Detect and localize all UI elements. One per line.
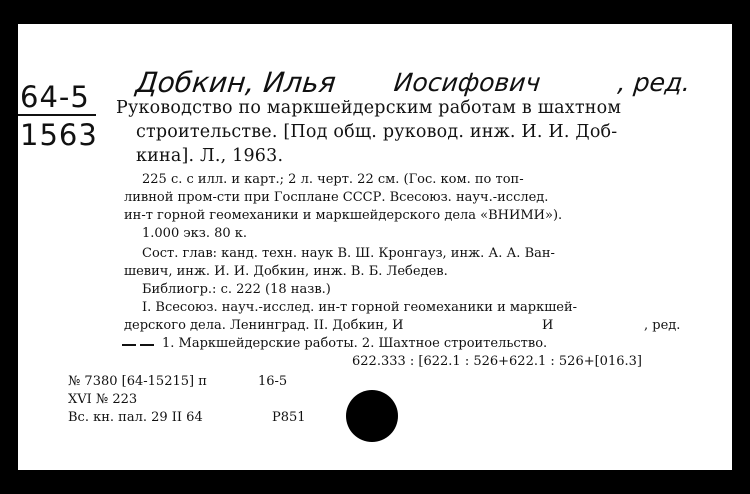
compilers-line-2: шевич, инж. И. И. Добкин, инж. В. Б. Лебедев. <box>124 264 448 279</box>
footer-roman: XVI № 223 <box>68 392 138 407</box>
author-role: , ред. <box>616 68 692 97</box>
description-line-2: ливной пром-сти при Госплане СССР. Всесоюз. науч.-исслед. <box>124 190 549 205</box>
bibliography-note: Библиогр.: с. 222 (18 назв.) <box>142 282 331 297</box>
title-line-3: кина]. Л., 1963. <box>136 146 284 166</box>
footer-number: № 7380 [64-15215] п <box>68 374 207 389</box>
call-number-line1: 64-5 <box>20 80 90 114</box>
tracing-role: , ред. <box>644 318 681 333</box>
title-line-1: Руководство по маркшейдерским работам в шахтном <box>116 98 622 118</box>
description-line-4: 1.000 экз. 80 к. <box>142 226 248 241</box>
compilers-line-1: Сост. глав: канд. техн. наук В. Ш. Кронгауз, инж. А. А. Ван- <box>142 246 555 261</box>
title-line-2: строительстве. [Под общ. руковод. инж. И. И. Доб- <box>136 122 618 142</box>
footer-code: Р851 <box>272 410 306 425</box>
author-handwritten: Добкин, Илья <box>134 66 338 99</box>
footer-number-suffix: 16-5 <box>258 374 288 389</box>
udc-classification: 622.333 : [622.1 : 526+622.1 : 526+[016.3] <box>352 354 642 369</box>
call-number-underline <box>18 114 96 116</box>
catalog-card <box>18 24 732 470</box>
footer-issued: Вс. кн. пал. 29 II 64 <box>68 410 203 425</box>
description-line-3: ин-т горной геомеханики и маркшейдерского дела «ВНИМИ»). <box>124 208 563 223</box>
tracing-initial: И <box>542 318 554 333</box>
description-line-1: 225 с. с илл. и карт.; 2 л. черт. 22 см. (Гос. ком. по топ- <box>142 172 524 187</box>
call-number-line2: 1563 <box>20 118 98 152</box>
tracing-line-2: дерского дела. Ленинград. II. Добкин, И <box>124 318 404 333</box>
tracing-dash-2 <box>140 344 154 346</box>
subjects-line: 1. Маркшейдерские работы. 2. Шахтное строительство. <box>162 336 548 351</box>
tracing-dash-1 <box>122 344 136 346</box>
author-patronymic: Иосифович <box>392 68 542 97</box>
tracing-line-1: I. Всесоюз. науч.-исслед. ин-т горной геомеханики и маркшей- <box>142 300 578 315</box>
card-punch-hole <box>346 390 398 442</box>
